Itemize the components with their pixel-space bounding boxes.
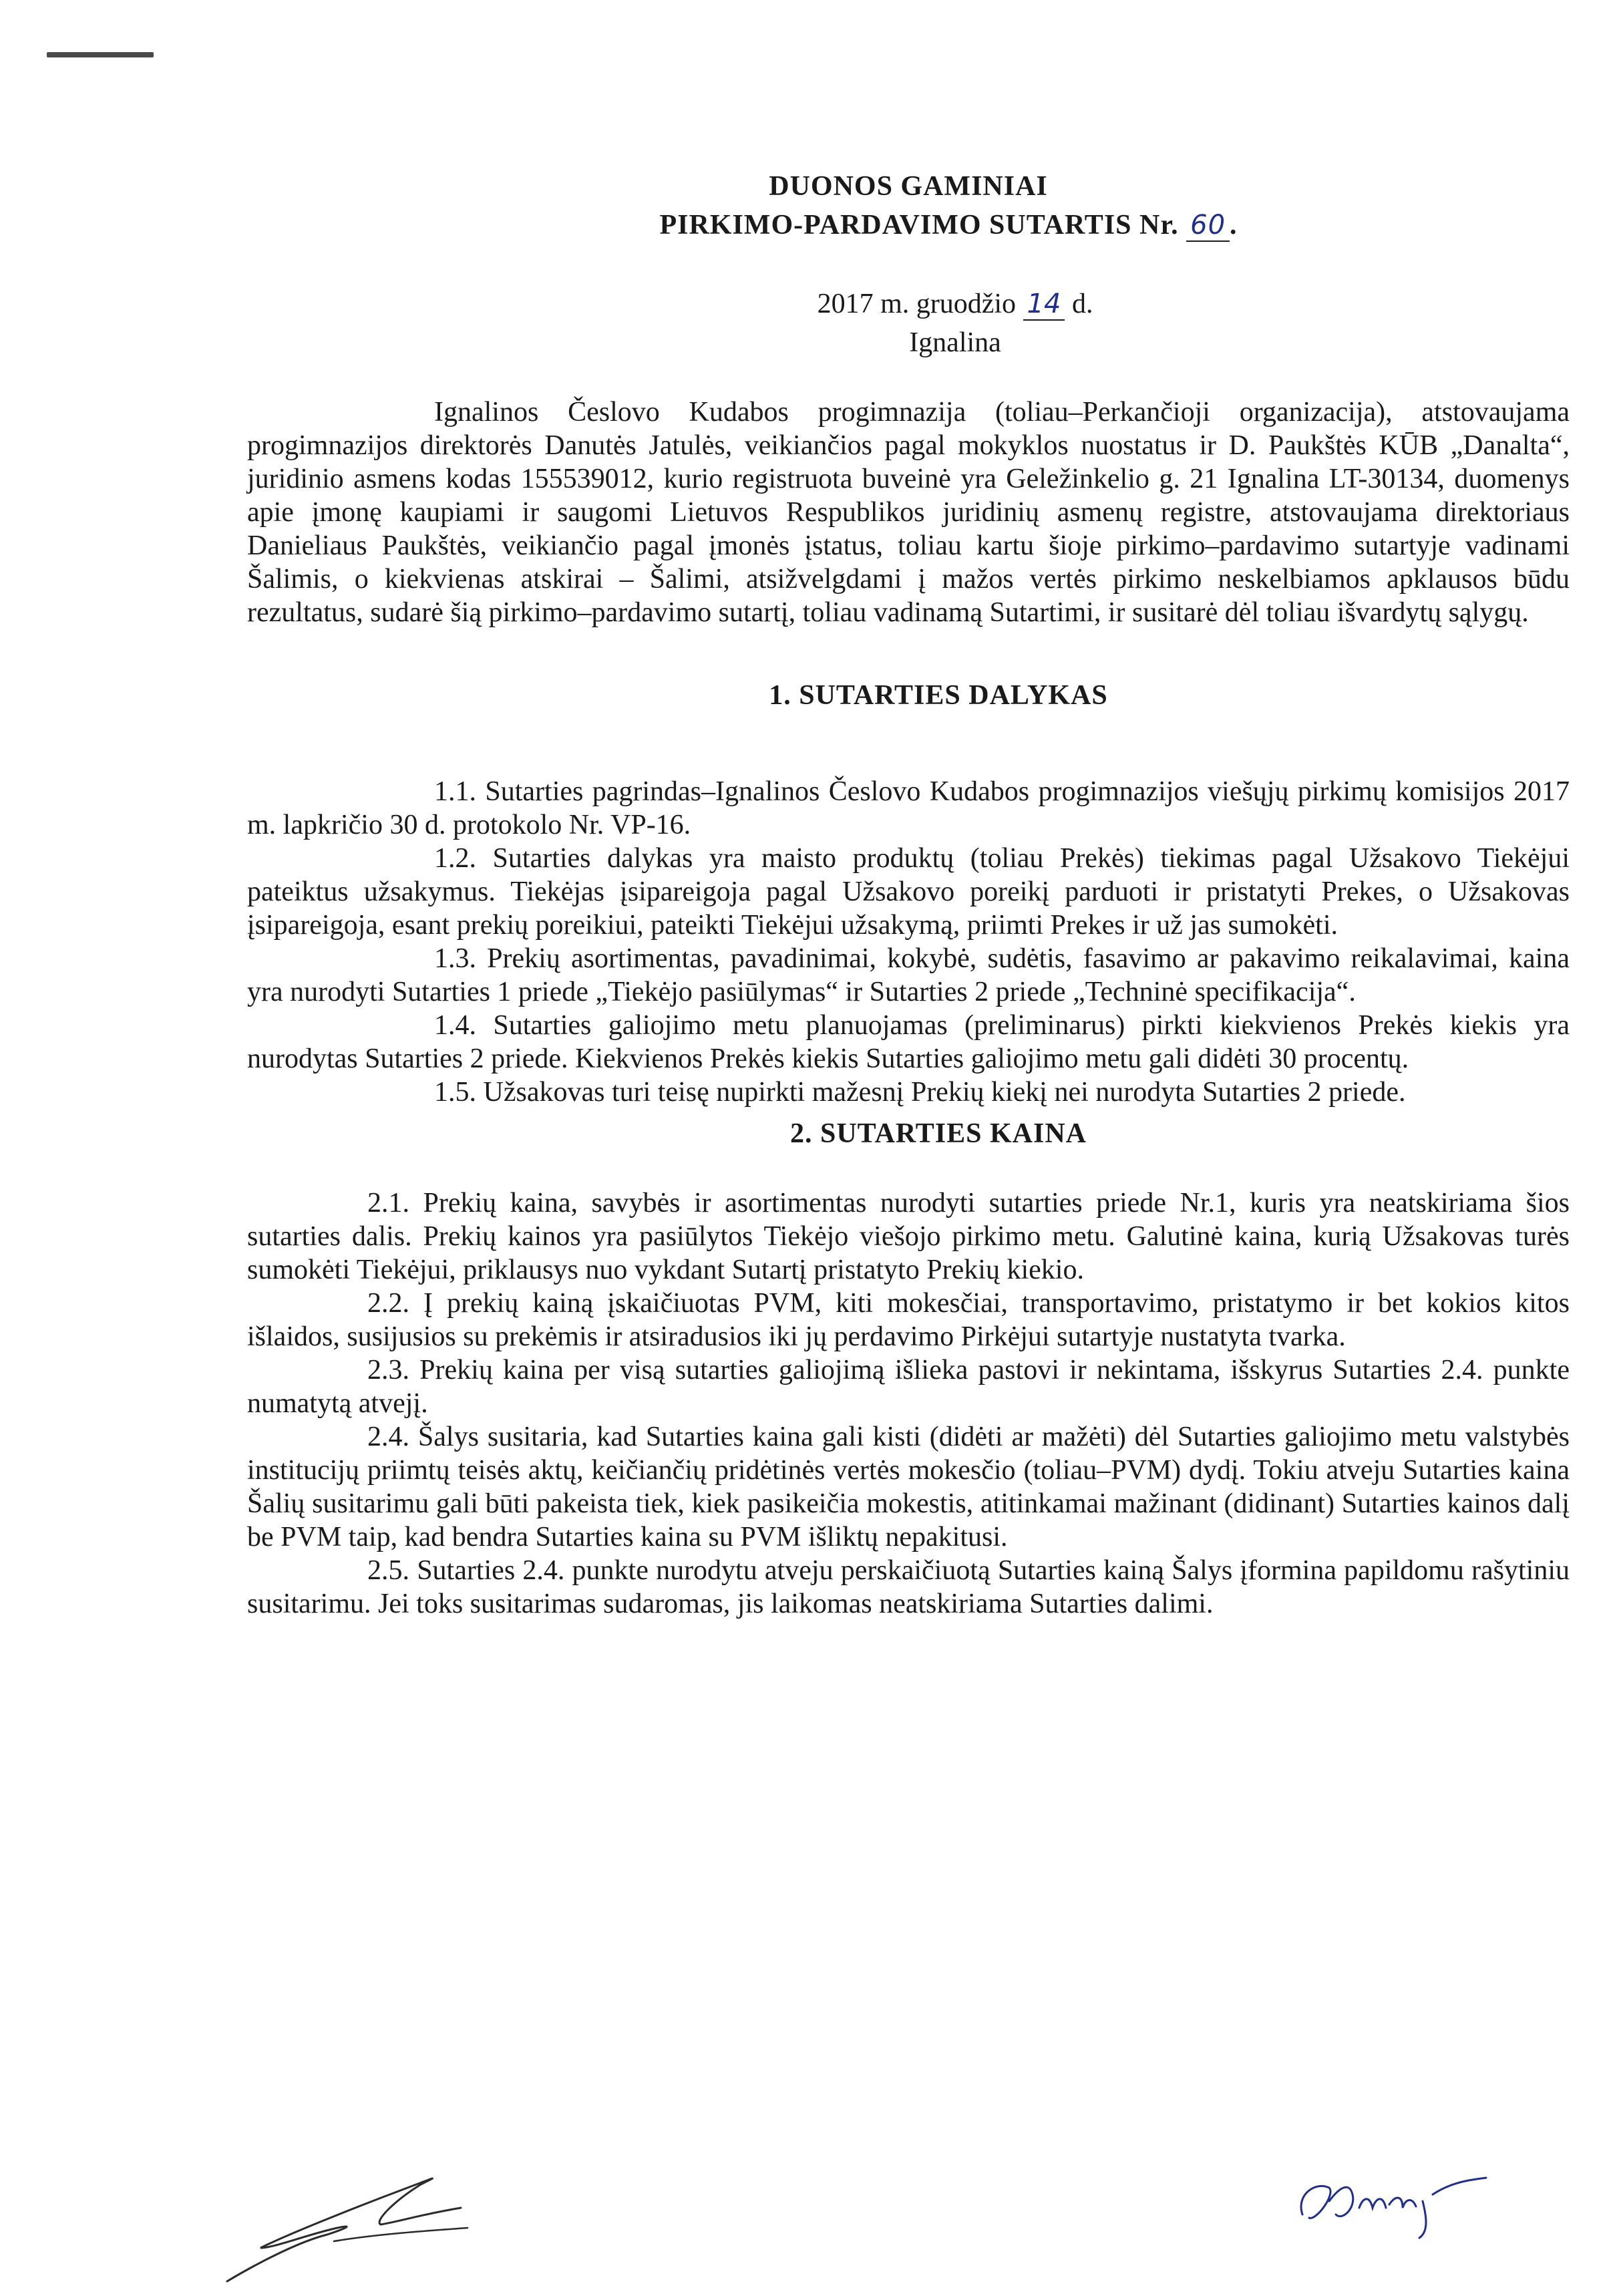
- clause-2-2: 2.2. Į prekių kainą įskaičiuotas PVM, kiti mokesčiai, transportavimo, pristatymo ir bet kokios kitos išlaidos, susijusios su prekėmis ir atsiradusios iki jų perdavimo Pirkėjui sutartyje nustatyta tvarka.: [247, 1288, 1570, 1352]
- document-title-line1: DUONOS GAMINIAI: [769, 171, 1048, 202]
- date-day: 14: [1023, 289, 1065, 321]
- contract-place: Ignalina: [909, 327, 1001, 358]
- intro-paragraph: Ignalinos Česlovo Kudabos progimnazija (toliau–Perkančioji organizacija), atstovaujama progimnazijos direktorės Danutės Jatulės, veikiančios pagal mokyklos nuostatus ir D. Paukštės KŪB „Danalta“, juridinio asmens kodas 155539012, kurio registruota buveinė yra Geležinkelio g. 21 Ignalina LT-30134, duomenys apie įmonę kaupiami ir saugomi Lietuvos Respublikos juridinių asmenų registre, atstovaujama direktoriaus Danieliaus Paukštės, veikiančio pagal įmonės įstatus, toliau kartu šioje pirkimo–pardavimo sutartyje vadinami Šalimis, o kiekvienas atskirai – Šalimi, atsižvelgdami į mažos vertės pirkimo neskelbiamos apklausos būdu rezultatus, sudarė šią pirkimo–pardavimo sutartį, toliau vadinamą Sutartimi, ir susitarė dėl toliau išvardytų sąlygų.: [247, 397, 1570, 628]
- date-prefix: 2017 m. gruodžio: [817, 289, 1017, 319]
- contract-number: 60: [1186, 210, 1230, 242]
- title-period: .: [1230, 210, 1238, 240]
- date-suffix: d.: [1071, 289, 1093, 319]
- clause-1-3: 1.3. Prekių asortimentas, pavadinimai, kokybė, sudėtis, fasavimo ar pakavimo reikalavimai, kaina yra nurodyti Sutarties 1 priede „Tiekėjo pasiūlymas“ ir Sutarties 2 priede „Techninė specifikacija“.: [247, 943, 1570, 1007]
- scan-edge-mark: [47, 52, 154, 57]
- date-place-block: [247, 285, 1570, 362]
- right-signature: [1289, 2168, 1489, 2248]
- document-page: [247, 167, 1570, 1621]
- clause-2-5: 2.5. Sutarties 2.4. punkte nurodytu atveju perskaičiuotą Sutarties kainą Šalys įformina papildomu rašytiniu susitarimu. Jei toks susitarimas sudaromas, jis laikomas neatskiriama Sutarties dalimi.: [247, 1555, 1570, 1619]
- clause-2-1: 2.1. Prekių kaina, savybės ir asortimentas nurodyti sutarties priede Nr.1, kuris yra neatskiriama šios sutarties dalis. Prekių kainos yra pasiūlytos Tiekėjo viešojo pirkimo metu. Galutinė kaina, kurią Užsakovas turės sumokėti Tiekėjui, priklausys nuo vykdant Sutartį pristatyto Prekių kiekio.: [247, 1188, 1570, 1285]
- document-title-line2: [247, 206, 1570, 244]
- clause-1-2: 1.2. Sutarties dalykas yra maisto produktų (toliau Prekės) tiekimas pagal Užsakovo Tiekėjui pateiktus užsakymus. Tiekėjas įsipareigoja pagal Užsakovo poreikį parduoti ir pristatyti Prekes, o Užsakovas įsipareigoja, esant prekių poreikiui, pateikti Tiekėjui užsakymą, priimti Prekes ir už jas sumokėti.: [247, 843, 1570, 941]
- section-heading-1: 1. SUTARTIES DALYKAS: [769, 680, 1108, 711]
- clause-2-3: 2.3. Prekių kaina per visą sutarties galiojimą išlieka pastovi ir nekintama, išskyrus Sutarties 2.4. punkte numatytą atvejį.: [247, 1355, 1570, 1419]
- contract-date: [341, 285, 1570, 323]
- left-signature: [220, 2161, 474, 2295]
- title-text: PIRKIMO-PARDAVIMO SUTARTIS Nr.: [659, 210, 1179, 240]
- clause-1-1: 1.1. Sutarties pagrindas–Ignalinos Česlovo Kudabos progimnazijos viešųjų pirkimų komisijos 2017 m. lapkričio 30 d. protokolo Nr. VP-16.: [247, 776, 1570, 840]
- clause-1-5: 1.5. Užsakovas turi teisę nupirkti mažesnį Prekių kiekį nei nurodyta Sutarties 2 priede.: [434, 1077, 1406, 1108]
- section-heading-2: 2. SUTARTIES KAINA: [789, 1118, 1087, 1149]
- clause-1-4: 1.4. Sutarties galiojimo metu planuojamas (preliminarus) pirkti kiekvienos Prekės kiekis yra nurodytas Sutarties 2 priede. Kiekvienos Prekės kiekis Sutarties galiojimo metu gali didėti 30 procentų.: [247, 1010, 1570, 1074]
- clause-2-4: 2.4. Šalys susitaria, kad Sutarties kaina gali kisti (didėti ar mažėti) dėl Sutarties galiojimo metu valstybės institucijų priimtų teisės aktų, keičiančių pridėtinės vertės mokesčio (toliau–PVM) dydį. Tokiu atveju Sutarties kaina Šalių susitarimu gali būti pakeista tiek, kiek pasikeičia mokestis, atitinkamai mažinant (didinant) Sutarties kainos dalį be PVM taip, kad bendra Sutarties kaina su PVM išliktų nepakitusi.: [247, 1422, 1570, 1552]
